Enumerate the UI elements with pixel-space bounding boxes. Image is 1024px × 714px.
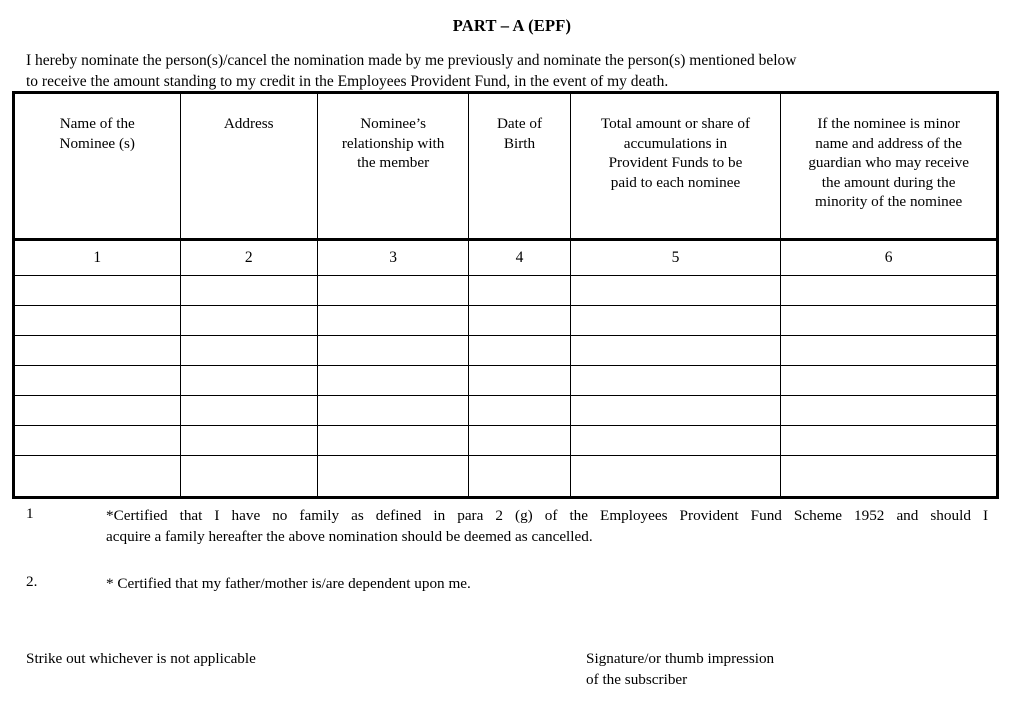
- table-row[interactable]: [14, 366, 998, 396]
- column-header-guardian: [781, 93, 998, 240]
- signature-label-line-2: of the subscriber: [586, 671, 688, 688]
- cell-name[interactable]: [14, 276, 181, 306]
- cell-amount[interactable]: [570, 336, 781, 366]
- header-line: Nominee (s): [59, 134, 135, 152]
- cell-relationship[interactable]: [317, 396, 468, 426]
- cell-guardian[interactable]: [781, 456, 998, 498]
- table-row[interactable]: [14, 396, 998, 426]
- table-row[interactable]: [14, 426, 998, 456]
- intro-line-1: I hereby nominate the person(s)/cancel the nomination made by me previously and nominate the person(s) mentioned below: [26, 52, 797, 69]
- cell-guardian[interactable]: [781, 426, 998, 456]
- cell-name[interactable]: [14, 456, 181, 498]
- cell-amount[interactable]: [570, 396, 781, 426]
- cell-address[interactable]: [180, 396, 317, 426]
- page-title: PART – A (EPF): [452, 16, 572, 35]
- cell-guardian[interactable]: [781, 366, 998, 396]
- cell-relationship[interactable]: [317, 426, 468, 456]
- header-line: Name of the: [59, 115, 135, 132]
- cell-address[interactable]: [180, 366, 317, 396]
- nominee-table: [12, 91, 999, 499]
- column-number: 6: [781, 240, 998, 276]
- header-line: minority of the nominee: [815, 193, 963, 210]
- cell-amount[interactable]: [570, 426, 781, 456]
- intro-line-2: to receive the amount standing to my credit in the Employees Provident Fund, in the event of my death.: [26, 73, 669, 90]
- table-header-row: [14, 93, 998, 240]
- header-line: If the nominee is minor: [817, 115, 960, 132]
- cell-amount[interactable]: [570, 306, 781, 336]
- note-text: [106, 573, 988, 594]
- cell-relationship[interactable]: [317, 336, 468, 366]
- cell-guardian[interactable]: [781, 276, 998, 306]
- note-text: [106, 505, 988, 547]
- signature-block: [586, 648, 774, 690]
- header-line: Birth: [503, 134, 536, 152]
- intro-paragraph: [26, 50, 976, 92]
- cell-address[interactable]: [180, 306, 317, 336]
- table-row[interactable]: [14, 276, 998, 306]
- column-header-name: [14, 93, 181, 240]
- header-line: paid to each nominee: [610, 173, 741, 191]
- note-line: acquire a family hereafter the above nomination should be deemed as cancelled.: [106, 528, 593, 545]
- cell-name[interactable]: [14, 366, 181, 396]
- cell-dob[interactable]: [469, 336, 570, 366]
- header-line: accumulations in: [623, 134, 728, 152]
- cell-dob[interactable]: [469, 456, 570, 498]
- column-header-amount-share: [570, 93, 781, 240]
- cell-amount[interactable]: [570, 456, 781, 498]
- table-row[interactable]: [14, 306, 998, 336]
- header-line: the amount during the: [821, 173, 956, 191]
- header-line: name and address of the: [815, 134, 963, 152]
- column-header-address: [180, 93, 317, 240]
- cell-dob[interactable]: [469, 426, 570, 456]
- header-line: Date of: [496, 115, 543, 132]
- header-line: Provident Funds to be: [608, 154, 743, 171]
- cell-guardian[interactable]: [781, 396, 998, 426]
- header-line: Nominee’s: [360, 115, 427, 132]
- column-number: 5: [570, 240, 781, 276]
- cell-dob[interactable]: [469, 396, 570, 426]
- cell-relationship[interactable]: [317, 456, 468, 498]
- cell-guardian[interactable]: [781, 336, 998, 366]
- column-number: 2: [180, 240, 317, 276]
- cell-address[interactable]: [180, 456, 317, 498]
- cell-dob[interactable]: [469, 276, 570, 306]
- cell-amount[interactable]: [570, 366, 781, 396]
- note-line: * Certified that my father/mother is/are dependent upon me.: [106, 575, 471, 592]
- cell-name[interactable]: [14, 426, 181, 456]
- cell-address[interactable]: [180, 336, 317, 366]
- column-number: 4: [469, 240, 570, 276]
- header-line: relationship with: [341, 134, 445, 152]
- column-header-relationship: [317, 93, 468, 240]
- cell-relationship[interactable]: [317, 306, 468, 336]
- header-line: Address: [223, 115, 274, 132]
- cell-relationship[interactable]: [317, 276, 468, 306]
- cell-name[interactable]: [14, 396, 181, 426]
- header-line: the member: [357, 154, 430, 171]
- column-number: 3: [317, 240, 468, 276]
- note-marker: 1: [26, 505, 34, 522]
- note-item-2: [26, 573, 988, 594]
- cell-address[interactable]: [180, 426, 317, 456]
- note-item-1: [26, 505, 988, 547]
- cell-name[interactable]: [14, 336, 181, 366]
- cell-address[interactable]: [180, 276, 317, 306]
- cell-guardian[interactable]: [781, 306, 998, 336]
- cell-relationship[interactable]: [317, 366, 468, 396]
- table-row[interactable]: [14, 456, 998, 498]
- column-number: 1: [14, 240, 181, 276]
- table-row[interactable]: [14, 336, 998, 366]
- note-marker: 2.: [26, 573, 38, 590]
- cell-name[interactable]: [14, 306, 181, 336]
- header-line: Total amount or share of: [600, 115, 751, 132]
- strike-out-note: Strike out whichever is not applicable: [26, 650, 256, 667]
- certification-notes: [26, 505, 988, 606]
- cell-dob[interactable]: [469, 306, 570, 336]
- signature-label-line-1: Signature/or thumb impression: [586, 650, 775, 667]
- column-header-dob: [469, 93, 570, 240]
- cell-dob[interactable]: [469, 366, 570, 396]
- column-number-row: [14, 240, 998, 276]
- table-body: [14, 240, 998, 498]
- note-line: *Certified that I have no family as defined in para 2 (g) of the Employees Provident Fund Scheme 1952 and should I: [106, 507, 988, 524]
- cell-amount[interactable]: [570, 276, 781, 306]
- header-line: guardian who may receive: [808, 154, 969, 171]
